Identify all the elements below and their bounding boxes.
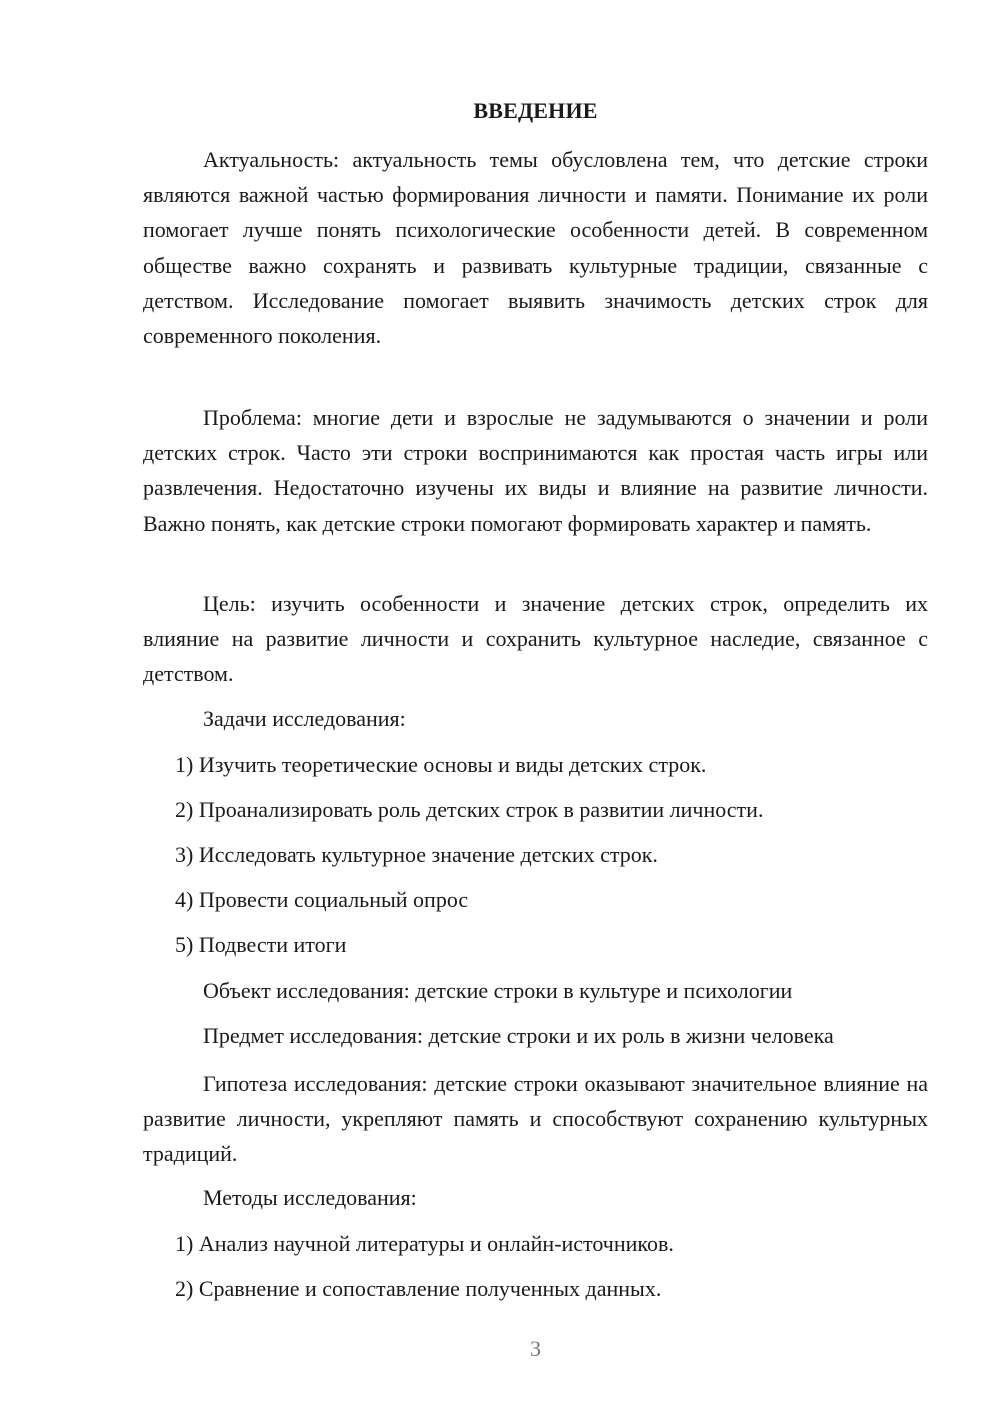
list-item: 4) Провести социальный опрос [175, 887, 469, 912]
page-title: ВВЕДЕНИЕ [473, 98, 598, 123]
list-item: 1) Изучить теоретические основы и виды детских строк. [175, 752, 707, 777]
object-line: Объект исследования: детские строки в культуре и психологии [203, 978, 793, 1003]
page-number: 3 [530, 1336, 541, 1361]
list-item: 1) Анализ научной литературы и онлайн-источников. [175, 1231, 674, 1256]
methods-heading: Методы исследования: [203, 1185, 417, 1210]
list-item: 2) Сравнение и сопоставление полученных данных. [175, 1276, 662, 1301]
tasks-heading: Задачи исследования: [203, 706, 406, 731]
subject-line: Предмет исследования: детские строки и их роль в жизни человека [203, 1023, 834, 1048]
relevance-paragraph: Актуальность: актуальность темы обусловлена тем, что детские строки являются важной частью формирования личности и памяти. Понимание их роли помогает лучше понять психологические особенности детей. В современном обществе важно сохранять и развивать культурные традиции, связанные с детством. Исследование помогает выявить значимость детских строк для современного поколения. [143, 147, 928, 349]
document-page [143, 0, 928, 1414]
hypothesis-paragraph: Гипотеза исследования: детские строки оказывают значительное влияние на развитие личности, укрепляют память и способствуют сохранению культурных традиций. [143, 1071, 928, 1167]
problem-paragraph: Проблема: многие дети и взрослые не задумываются о значении и роли детских строк. Часто эти строки воспринимаются как простая часть игры или развлечения. Недостаточно изучены их виды и влияние на развитие личности. Важно понять, как детские строки помогают формировать характер и память. [143, 405, 928, 536]
list-item: 2) Проанализировать роль детских строк в развитии личности. [175, 797, 764, 822]
list-item: 3) Исследовать культурное значение детских строк. [175, 842, 658, 867]
goal-paragraph: Цель: изучить особенности и значение детских строк, определить их влияние на развитие личности и сохранить культурное наследие, связанное с детством. [143, 591, 928, 687]
list-item: 5) Подвести итоги [175, 932, 347, 957]
